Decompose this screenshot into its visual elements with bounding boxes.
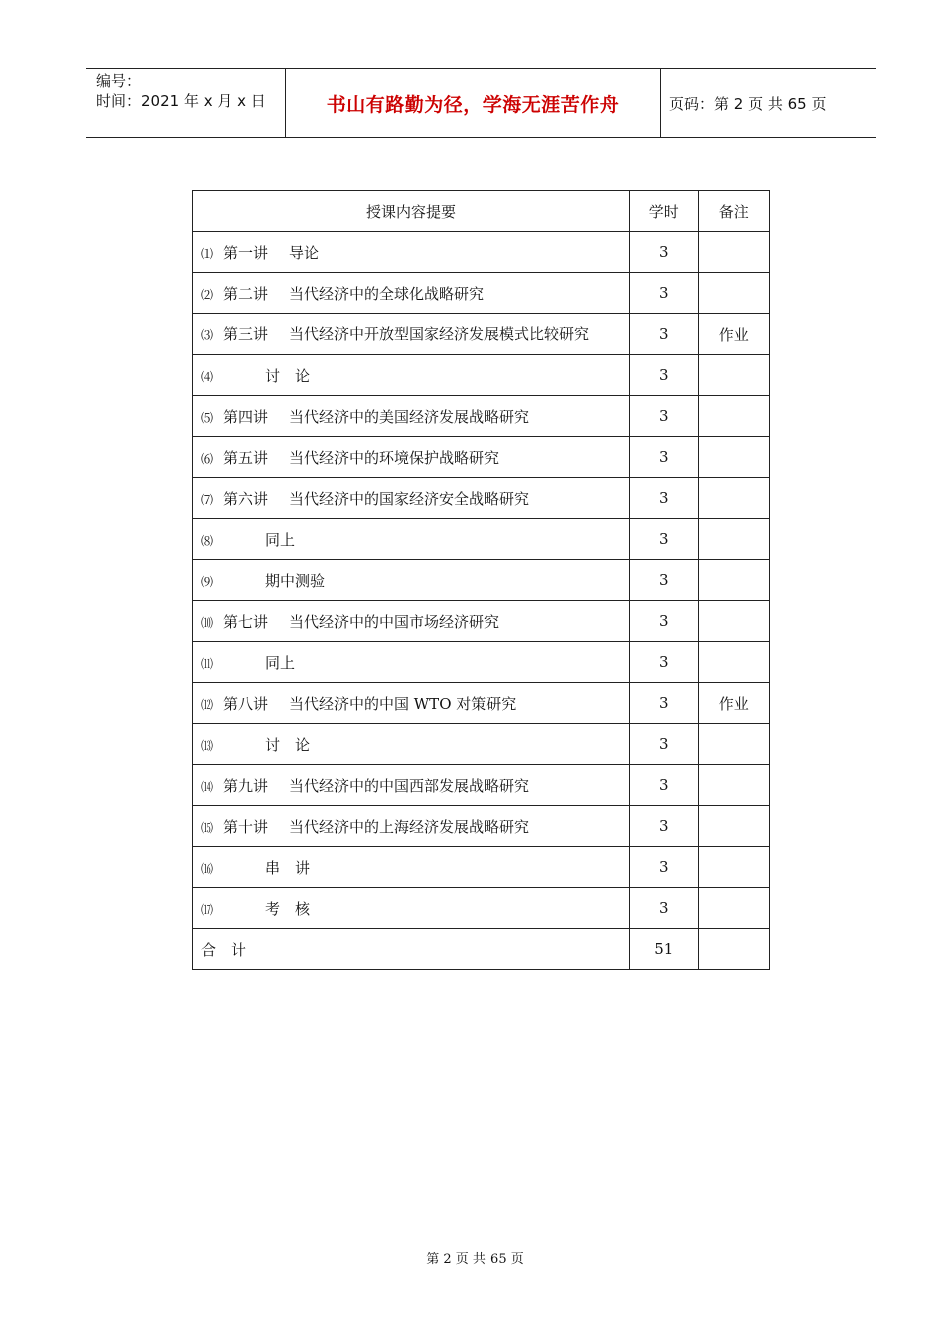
- row-topic: 考 核: [265, 899, 311, 918]
- header-hours: 学时: [629, 191, 698, 232]
- table-row: [193, 847, 770, 888]
- table-row: [193, 396, 770, 437]
- table-body: [193, 232, 770, 970]
- header-content: 授课内容提要: [193, 191, 630, 232]
- row-hours: 3: [629, 847, 698, 888]
- table-row: [193, 355, 770, 396]
- row-number: ⑿: [201, 697, 214, 712]
- table-row: [193, 273, 770, 314]
- row-note: [698, 519, 769, 560]
- row-number: ⑴: [201, 246, 214, 261]
- row-hours: 3: [629, 724, 698, 765]
- row-topic: 同上: [265, 530, 296, 549]
- row-note: [698, 396, 769, 437]
- total-hours: 51: [629, 929, 698, 970]
- row-note: [698, 560, 769, 601]
- row-lecture: 第九讲: [223, 776, 269, 795]
- row-note: [698, 847, 769, 888]
- row-hours: 3: [629, 683, 698, 724]
- row-topic: 当代经济中的环境保护战略研究: [289, 448, 500, 467]
- row-note: [698, 437, 769, 478]
- total-label: 合 计: [193, 929, 630, 970]
- header-motto: 书山有路勤为径，学海无涯苦作舟: [286, 69, 661, 137]
- row-note: 作业: [698, 314, 769, 355]
- row-number: ⒄: [201, 902, 214, 917]
- row-hours: 3: [629, 560, 698, 601]
- row-content: [193, 806, 630, 847]
- row-lecture: 第七讲: [223, 612, 269, 631]
- row-hours: 3: [629, 765, 698, 806]
- row-note: [698, 765, 769, 806]
- row-topic: 同上: [265, 653, 296, 672]
- row-topic: 串 讲: [265, 858, 311, 877]
- row-content: [193, 601, 630, 642]
- row-note: 作业: [698, 683, 769, 724]
- row-note: [698, 232, 769, 273]
- table-row: [193, 765, 770, 806]
- row-content: [193, 355, 630, 396]
- row-topic: 当代经济中的全球化战略研究: [289, 284, 485, 303]
- row-hours: 3: [629, 519, 698, 560]
- row-number: ⑸: [201, 410, 214, 425]
- row-topic: 期中测验: [265, 571, 326, 590]
- row-content: [193, 888, 630, 929]
- row-topic: 当代经济中的中国西部发展战略研究: [289, 776, 530, 795]
- row-lecture: 第一讲: [223, 243, 269, 262]
- syllabus-table: [192, 190, 770, 970]
- row-note: [698, 601, 769, 642]
- row-note: [698, 355, 769, 396]
- row-topic: 当代经济中开放型国家经济发展模式比较研究: [289, 324, 590, 343]
- row-lecture: 第五讲: [223, 448, 269, 467]
- row-content: [193, 232, 630, 273]
- row-number: ⒃: [201, 861, 214, 876]
- row-number: ⑹: [201, 451, 214, 466]
- table-row: [193, 683, 770, 724]
- row-topic: 讨 论: [265, 735, 311, 754]
- row-content: [193, 519, 630, 560]
- row-topic: 当代经济中的上海经济发展战略研究: [289, 817, 530, 836]
- row-number: ⑽: [201, 615, 214, 630]
- row-note: [698, 642, 769, 683]
- document-number-label: 编号：: [96, 72, 142, 90]
- row-hours: 3: [629, 396, 698, 437]
- row-topic: 当代经济中的美国经济发展战略研究: [289, 407, 530, 426]
- row-content: [193, 765, 630, 806]
- row-lecture: 第十讲: [223, 817, 269, 836]
- row-number: ⑾: [201, 656, 214, 671]
- table-row: [193, 560, 770, 601]
- row-content: [193, 560, 630, 601]
- row-note: [698, 478, 769, 519]
- row-number: ⑻: [201, 533, 214, 548]
- row-number: ⑼: [201, 574, 214, 589]
- row-number: ⑷: [201, 369, 214, 384]
- table-header-row: [193, 191, 770, 232]
- row-hours: 3: [629, 478, 698, 519]
- row-content: [193, 847, 630, 888]
- row-topic: 讨 论: [265, 366, 311, 385]
- row-content: [193, 437, 630, 478]
- header-meta: [86, 69, 286, 137]
- row-number: ⒁: [201, 779, 214, 794]
- page-footer: 第 2 页 共 65 页: [426, 1252, 524, 1267]
- row-number: ⑶: [201, 327, 214, 342]
- row-topic: 当代经济中的中国 WTO 对策研究: [289, 694, 517, 713]
- table-row: [193, 724, 770, 765]
- row-note: [698, 724, 769, 765]
- row-lecture: 第三讲: [223, 324, 269, 343]
- table-row: [193, 601, 770, 642]
- row-hours: 3: [629, 601, 698, 642]
- row-hours: 3: [629, 232, 698, 273]
- row-number: ⒀: [201, 738, 214, 753]
- row-hours: 3: [629, 888, 698, 929]
- page-header: [86, 68, 876, 138]
- row-hours: 3: [629, 642, 698, 683]
- row-note: [698, 806, 769, 847]
- row-lecture: 第八讲: [223, 694, 269, 713]
- row-hours: 3: [629, 437, 698, 478]
- row-content: [193, 273, 630, 314]
- row-hours: 3: [629, 314, 698, 355]
- table-row: [193, 314, 770, 355]
- row-note: [698, 888, 769, 929]
- row-topic: 当代经济中的国家经济安全战略研究: [289, 489, 530, 508]
- row-content: [193, 683, 630, 724]
- table-row: [193, 437, 770, 478]
- row-hours: 3: [629, 273, 698, 314]
- row-topic: 当代经济中的中国市场经济研究: [289, 612, 500, 631]
- row-content: [193, 396, 630, 437]
- row-hours: 3: [629, 355, 698, 396]
- table-row: [193, 888, 770, 929]
- table-row: [193, 806, 770, 847]
- row-number: ⒂: [201, 820, 214, 835]
- row-content: [193, 478, 630, 519]
- row-content: [193, 724, 630, 765]
- row-content: [193, 314, 630, 355]
- row-lecture: 第六讲: [223, 489, 269, 508]
- document-time-label: 时间：2021 年 x 月 x 日: [96, 92, 266, 110]
- table-row: [193, 232, 770, 273]
- row-lecture: 第二讲: [223, 284, 269, 303]
- row-topic: 导论: [289, 243, 320, 262]
- table-row: [193, 642, 770, 683]
- row-note: [698, 273, 769, 314]
- total-note: [698, 929, 769, 970]
- row-hours: 3: [629, 806, 698, 847]
- table-row: [193, 478, 770, 519]
- table-row: [193, 519, 770, 560]
- row-number: ⑵: [201, 287, 214, 302]
- row-number: ⑺: [201, 492, 214, 507]
- header-notes: 备注: [698, 191, 769, 232]
- header-page-info: 页码：第 2 页 共 65 页: [669, 94, 827, 113]
- total-row: [193, 929, 770, 970]
- row-content: [193, 642, 630, 683]
- row-lecture: 第四讲: [223, 407, 269, 426]
